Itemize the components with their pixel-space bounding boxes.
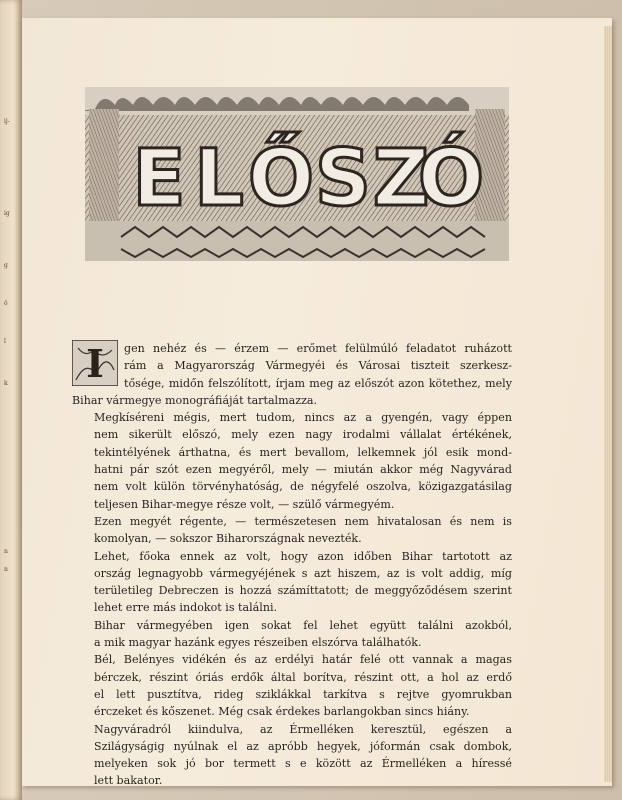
text-line: nem volt külön törvényhatóság, de négyfelé oszolva, közigazgatásilag xyxy=(94,480,512,494)
text-line: bérczek, részint óriás erdők által borítva, részint ott, a hol az erdő xyxy=(94,670,512,684)
left-page-edge: ij- ig g ö l k n n xyxy=(0,0,22,800)
title-illustration xyxy=(85,87,509,261)
paragraph xyxy=(72,340,512,409)
text-line: Ezen megyét régente, — természetesen nem hivatalosan és nem is xyxy=(94,514,512,528)
text-line: a mik magyar hazánk egyes részeiben elszórva találhatók. xyxy=(94,636,422,650)
title-letter-5: Z xyxy=(372,134,430,224)
title-letter-1: E xyxy=(132,134,186,224)
paragraph xyxy=(72,513,512,548)
text-line: tekintélyének árthatna, és mert bevallom, lelkemnek jól esik mond- xyxy=(94,445,512,459)
text-line: Szilágyságig nyúlnak el az apróbb hegyek, jóformán csak dombok, xyxy=(94,739,512,753)
title-letter-3: Ő xyxy=(247,134,315,224)
title-plate-svg xyxy=(85,87,509,261)
text-line: Lehet, főoka ennek az volt, hogy azon időben Bihar tartotott az xyxy=(94,549,512,563)
text-line: komolyan, — sokszor Biharországnak nevezték. xyxy=(94,532,362,546)
text-line: nem sikerült előszó, mely ezen nagy irodalmi vállalat értékének, xyxy=(94,428,512,442)
text-line: gen nehéz és — érzem — erőmet felülmúló feladatot ruházott xyxy=(124,342,512,355)
text-line: el lett pusztítva, rideg sziklákkal tarkítva s rejtve gyomrukban xyxy=(94,687,512,701)
paragraph xyxy=(72,721,512,790)
title-letter-2: L xyxy=(194,134,244,224)
text-line: Bihar vármegyében igen sokat fel lehet együtt találni azokból, xyxy=(94,618,512,632)
preface-body xyxy=(72,340,512,790)
text-line: lehet erre más indokot is találni. xyxy=(94,601,278,615)
text-line: lett bakator. xyxy=(94,774,163,788)
paragraph xyxy=(72,617,512,652)
text-line: hatni pár szót ezen megyéről, mely — miután akkor még Nagyvárad xyxy=(94,463,512,477)
title-letter-4: S xyxy=(314,134,372,224)
text-line: rám a Magyarország Vármegyéi és Városai tiszteit szerkesz- xyxy=(124,359,512,373)
text-line: Bél, Belényes vidékén és az erdélyi határ felé ott vannak a magas xyxy=(94,653,512,667)
text-line: Bihar vármegye monográfiáját tartalmazza. xyxy=(72,393,318,407)
text-line: érczeket és kőszenet. Még csak érdekes barlangokban sincs hiány. xyxy=(94,705,470,719)
page-edge xyxy=(604,26,612,782)
paragraph xyxy=(72,409,512,513)
text-line: ország legnagyobb vármegyéjének s azt hiszem, az is volt addig, míg xyxy=(94,566,512,580)
drop-cap xyxy=(72,340,118,386)
paragraph xyxy=(72,651,512,720)
text-line: Nagyváradról kiindulva, az Érmelléken keresztül, egészen a xyxy=(94,722,512,736)
text-line: melyeken sok jó bor termett s e között az Érmelléken a híressé xyxy=(94,757,512,771)
text-line: területileg Debreczen is hozzá számíttatott; de meggyőződésem szerint xyxy=(94,584,512,598)
text-line: teljesen Bihar-megye része volt, — szülő vármegyém. xyxy=(94,497,395,511)
text-line: tősége, midőn felszólított, írjam meg az előszót azon kötethez, mely xyxy=(124,376,512,390)
title-letter-6: Ó xyxy=(417,134,485,224)
drop-cap-letter: I xyxy=(86,341,104,386)
text-line: Megkíséreni mégis, mert tudom, nincs az a gyengén, vagy éppen xyxy=(94,411,512,425)
paragraph xyxy=(72,548,512,617)
